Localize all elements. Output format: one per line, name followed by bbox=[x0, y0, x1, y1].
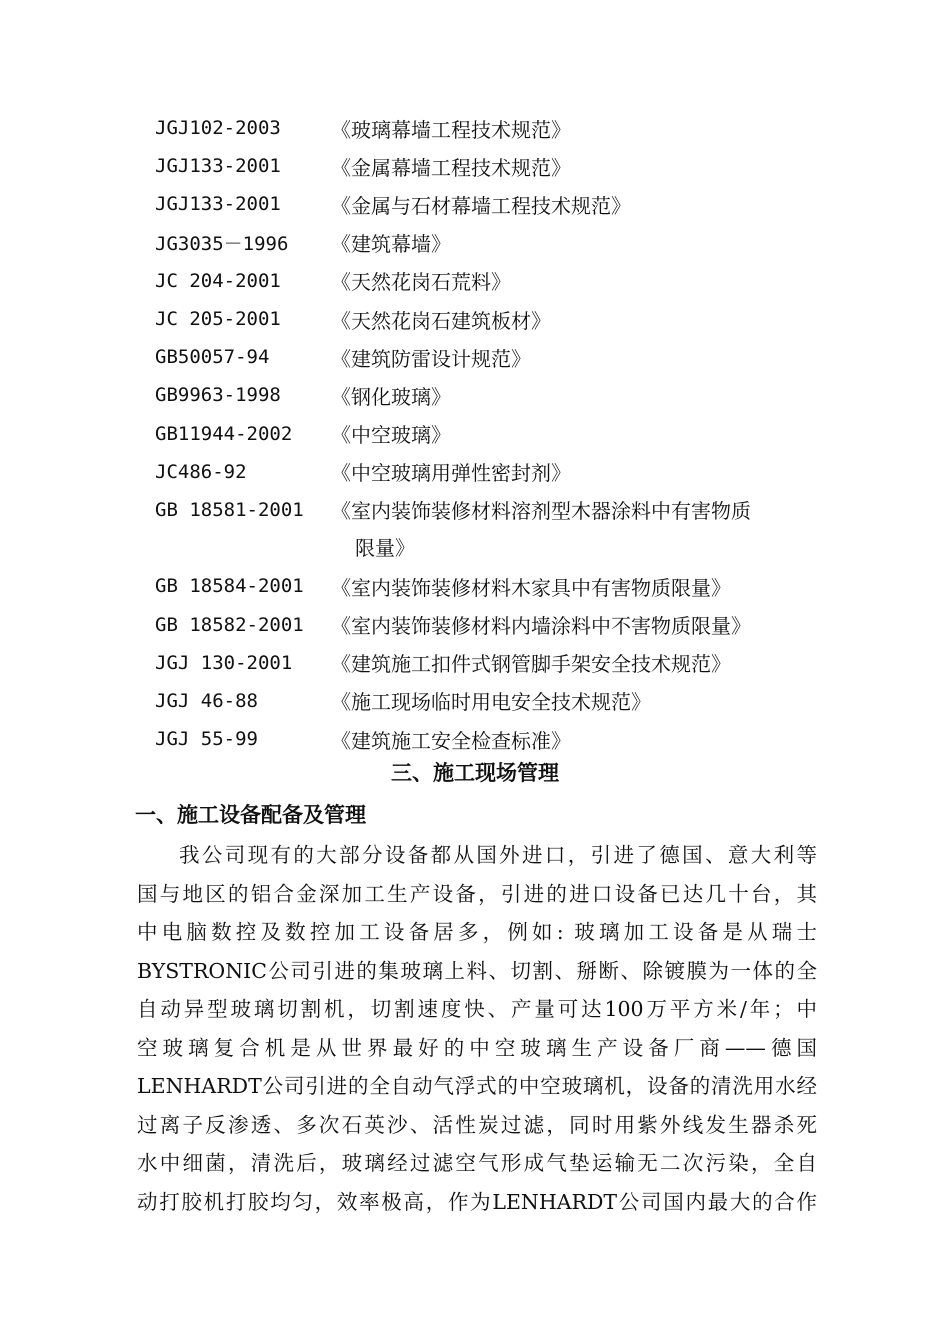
standard-item bbox=[155, 644, 835, 682]
paragraph-line: 空玻璃复合机是从世界最好的中空玻璃生产设备厂商——德国 bbox=[137, 1035, 817, 1060]
standard-code: JGJ 55-99 bbox=[155, 728, 258, 751]
standard-code: GB11944-2002 bbox=[155, 422, 293, 445]
paragraph-line: 动打胶机打胶均匀，效率极高，作为LENHARDT公司国内最大的合作 bbox=[137, 1189, 817, 1214]
standard-item bbox=[155, 109, 835, 147]
standard-title: 《天然花岗石建筑板材》 bbox=[331, 308, 551, 333]
standard-title: 《室内装饰装修材料内墙涂料中不害物质限量》 bbox=[331, 614, 751, 639]
standard-item bbox=[155, 605, 835, 643]
paragraph-line: 自动异型玻璃切割机，切割速度快、产量可达100万平方米/年；中 bbox=[137, 997, 817, 1021]
standard-code: JC 205-2001 bbox=[155, 308, 281, 331]
paragraph-line: 水中细菌，清洗后，玻璃经过滤空气形成气垫运输无二次污染，全自 bbox=[137, 1151, 817, 1175]
standard-item bbox=[155, 376, 835, 414]
standard-title: 《玻璃幕墙工程技术规范》 bbox=[331, 117, 571, 142]
standard-title: 《中空玻璃》 bbox=[331, 423, 451, 448]
standard-item bbox=[155, 338, 835, 376]
standard-code: GB 18581-2001 bbox=[155, 498, 304, 521]
section-title: 三、施工现场管理 bbox=[391, 761, 559, 785]
paragraph-line: 国与地区的铝合金深加工生产设备，引进的进口设备已达几十台，其 bbox=[137, 881, 817, 906]
standard-code: GB 18582-2001 bbox=[155, 613, 304, 636]
standard-title: 《施工现场临时用电安全技术规范》 bbox=[331, 690, 651, 715]
standard-item bbox=[155, 720, 835, 758]
standard-code: JC 204-2001 bbox=[155, 269, 281, 292]
paragraph-line: 中电脑数控及数控加工设备居多，例如: 玻璃加工设备是从瑞士 bbox=[137, 920, 817, 944]
standards-list bbox=[155, 109, 835, 758]
subsection-title: 一、施工设备配备及管理 bbox=[135, 803, 366, 827]
standard-title: 《建筑防雷设计规范》 bbox=[331, 346, 531, 371]
standard-title-continuation: 限量》 bbox=[355, 536, 415, 561]
standard-title: 《建筑施工安全检查标准》 bbox=[331, 728, 571, 753]
standard-item bbox=[155, 147, 835, 185]
standard-title: 《室内装饰装修材料木家具中有害物质限量》 bbox=[331, 575, 731, 600]
standard-item bbox=[155, 453, 835, 491]
standard-code: GB 18584-2001 bbox=[155, 575, 304, 598]
standard-title: 《金属与石材幕墙工程技术规范》 bbox=[331, 193, 631, 218]
standard-item bbox=[155, 262, 835, 300]
standard-title: 《建筑幕墙》 bbox=[331, 232, 451, 257]
paragraph-line: BYSTRONIC公司引进的集玻璃上料、切割、掰断、除镀膜为一体的全 bbox=[137, 958, 817, 983]
standard-item bbox=[155, 415, 835, 453]
standard-item bbox=[155, 491, 835, 529]
body-paragraph bbox=[137, 836, 817, 1221]
standard-item bbox=[155, 567, 835, 605]
standard-code: JG3035－1996 bbox=[155, 233, 289, 256]
standard-title: 《钢化玻璃》 bbox=[331, 384, 451, 409]
standard-code: JGJ133-2001 bbox=[155, 193, 281, 216]
standard-code: JGJ 130-2001 bbox=[155, 651, 293, 674]
paragraph-line: LENHARDT公司引进的全自动气浮式的中空玻璃机，设备的清洗用水经 bbox=[137, 1074, 817, 1098]
standard-item bbox=[155, 300, 835, 338]
standard-code: JGJ102-2003 bbox=[155, 117, 281, 140]
standard-title: 《室内装饰装修材料溶剂型木器涂料中有害物质 bbox=[331, 499, 751, 524]
paragraph-line: 过离子反渗透、多次石英沙、活性炭过滤，同时用紫外线发生器杀死 bbox=[137, 1112, 817, 1137]
standard-item bbox=[155, 185, 835, 223]
standard-title: 《天然花岗石荒料》 bbox=[331, 270, 511, 295]
standard-item bbox=[155, 682, 835, 720]
paragraph-line: 我公司现有的大部分设备都从国外进口，引进了德国、意大利等 bbox=[179, 843, 817, 867]
standard-item bbox=[155, 224, 835, 262]
standard-title: 《建筑施工扣件式钢管脚手架安全技术规范》 bbox=[331, 652, 731, 677]
standard-title: 《中空玻璃用弹性密封剂》 bbox=[331, 461, 571, 486]
standard-code: JGJ133-2001 bbox=[155, 155, 281, 178]
standard-title: 《金属幕墙工程技术规范》 bbox=[331, 155, 571, 180]
standard-code: GB9963-1998 bbox=[155, 384, 281, 407]
standard-code: JC486-92 bbox=[155, 460, 247, 483]
standard-code: GB50057-94 bbox=[155, 346, 270, 369]
standard-code: JGJ 46-88 bbox=[155, 689, 258, 712]
